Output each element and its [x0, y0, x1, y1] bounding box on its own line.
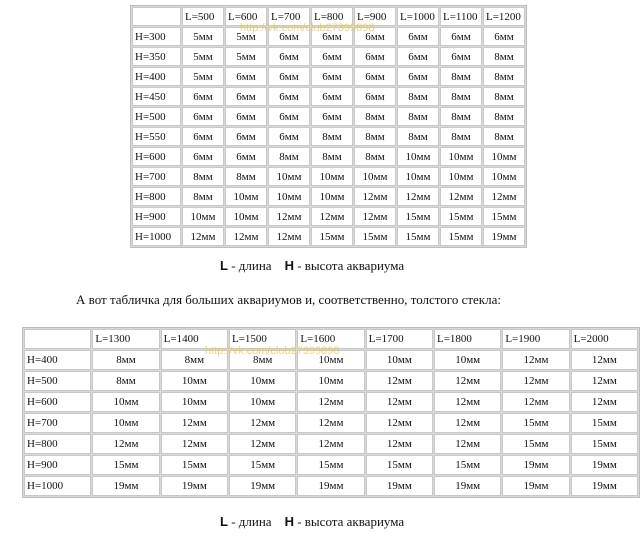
thickness-cell: 12мм	[354, 207, 396, 226]
row-header: H=400	[24, 350, 91, 370]
thickness-cell: 15мм	[297, 455, 364, 475]
thickness-cell: 6мм	[397, 47, 439, 66]
thickness-cell: 6мм	[182, 107, 224, 126]
thickness-cell: 12мм	[268, 207, 310, 226]
thickness-cell: 19мм	[571, 476, 638, 496]
thickness-cell: 8мм	[92, 371, 159, 391]
length-letter: L	[220, 514, 228, 529]
thickness-cell: 6мм	[397, 27, 439, 46]
thickness-cell: 6мм	[268, 127, 310, 146]
thickness-cell: 10мм	[92, 392, 159, 412]
thickness-cell: 10мм	[311, 167, 353, 186]
thickness-cell: 6мм	[268, 107, 310, 126]
column-header: L=600	[225, 7, 267, 26]
intro-paragraph: А вот табличка для больших аквариумов и, соответственно, толстого стекла:	[76, 292, 501, 307]
thickness-cell: 12мм	[440, 187, 482, 206]
thickness-cell: 10мм	[440, 147, 482, 166]
thickness-cell: 10мм	[225, 207, 267, 226]
thickness-cell: 10мм	[229, 371, 296, 391]
thickness-cell: 6мм	[311, 107, 353, 126]
thickness-cell: 8мм	[440, 107, 482, 126]
column-header: L=1200	[483, 7, 525, 26]
thickness-cell: 12мм	[297, 413, 364, 433]
watermark-text: http://vk.com/club27399898	[205, 345, 340, 357]
thickness-cell: 10мм	[268, 187, 310, 206]
thickness-cell: 8мм	[483, 87, 525, 106]
table-row	[132, 67, 525, 86]
thickness-cell: 12мм	[434, 434, 501, 454]
table-caption	[220, 514, 404, 530]
thickness-cell: 15мм	[92, 455, 159, 475]
thickness-cell: 8мм	[397, 127, 439, 146]
table-row	[24, 476, 638, 496]
thickness-cell: 5мм	[182, 27, 224, 46]
thickness-cell: 12мм	[502, 392, 569, 412]
thickness-cell: 6мм	[440, 27, 482, 46]
thickness-cell: 12мм	[297, 434, 364, 454]
thickness-cell: 5мм	[225, 47, 267, 66]
thickness-cell: 6мм	[268, 87, 310, 106]
row-header: H=300	[132, 27, 181, 46]
thickness-cell: 6мм	[311, 47, 353, 66]
thickness-cell: 6мм	[225, 107, 267, 126]
thickness-cell: 19мм	[502, 455, 569, 475]
thickness-cell: 19мм	[434, 476, 501, 496]
thickness-cell: 6мм	[182, 127, 224, 146]
thickness-cell: 10мм	[297, 371, 364, 391]
thickness-cell: 8мм	[268, 147, 310, 166]
thickness-cell: 15мм	[397, 227, 439, 246]
thickness-cell: 10мм	[397, 147, 439, 166]
thickness-cell: 10мм	[297, 350, 364, 370]
row-header: H=1000	[132, 227, 181, 246]
table-body	[132, 7, 525, 246]
thickness-cell: 12мм	[366, 413, 433, 433]
column-header: L=2000	[571, 329, 638, 349]
thickness-cell: 6мм	[440, 47, 482, 66]
thickness-cell: 5мм	[182, 67, 224, 86]
column-header: L=900	[354, 7, 396, 26]
thickness-cell: 12мм	[225, 227, 267, 246]
thickness-cell: 19мм	[571, 455, 638, 475]
thickness-cell: 6мм	[311, 27, 353, 46]
height-label: - высота аквариума	[293, 258, 405, 273]
thickness-cell: 19мм	[297, 476, 364, 496]
thickness-cell: 12мм	[502, 371, 569, 391]
thickness-cell: 12мм	[366, 434, 433, 454]
thickness-cell: 15мм	[571, 434, 638, 454]
thickness-cell: 10мм	[483, 147, 525, 166]
thickness-cell: 10мм	[182, 207, 224, 226]
thickness-cell: 8мм	[92, 350, 159, 370]
thickness-cell: 15мм	[434, 455, 501, 475]
thickness-cell: 12мм	[297, 392, 364, 412]
corner-cell	[132, 7, 181, 26]
table-row	[132, 147, 525, 166]
table-row	[24, 392, 638, 412]
thickness-cell: 8мм	[311, 127, 353, 146]
thickness-cell: 19мм	[161, 476, 228, 496]
table-row	[24, 455, 638, 475]
watermark-text: http://vk.com/club27399898	[240, 22, 375, 34]
thickness-cell: 15мм	[397, 207, 439, 226]
thickness-cell: 15мм	[502, 434, 569, 454]
thickness-cell: 12мм	[366, 371, 433, 391]
thickness-cell: 12мм	[397, 187, 439, 206]
column-header: L=800	[311, 7, 353, 26]
thickness-cell: 8мм	[440, 87, 482, 106]
thickness-cell: 15мм	[311, 227, 353, 246]
thickness-cell: 8мм	[354, 107, 396, 126]
row-header: H=700	[24, 413, 91, 433]
thickness-cell: 6мм	[225, 87, 267, 106]
column-header: L=1300	[92, 329, 159, 349]
row-header: H=800	[132, 187, 181, 206]
thickness-cell: 6мм	[483, 27, 525, 46]
thickness-cell: 8мм	[397, 87, 439, 106]
thickness-cell: 6мм	[354, 67, 396, 86]
row-header: H=600	[132, 147, 181, 166]
row-header: H=700	[132, 167, 181, 186]
thickness-cell: 6мм	[354, 47, 396, 66]
column-header: L=700	[268, 7, 310, 26]
thickness-cell: 15мм	[483, 207, 525, 226]
table-row	[132, 207, 525, 226]
thickness-cell: 12мм	[268, 227, 310, 246]
row-header: H=800	[24, 434, 91, 454]
thickness-cell: 8мм	[440, 67, 482, 86]
thickness-cell: 6мм	[354, 87, 396, 106]
row-header: H=1000	[24, 476, 91, 496]
table-row	[132, 167, 525, 186]
table-row	[24, 434, 638, 454]
thickness-cell: 19мм	[229, 476, 296, 496]
thickness-cell: 19мм	[483, 227, 525, 246]
thickness-cell: 10мм	[229, 392, 296, 412]
column-header: L=1900	[502, 329, 569, 349]
table-row	[132, 187, 525, 206]
height-label: - высота аквариума	[293, 514, 405, 529]
thickness-cell: 6мм	[397, 67, 439, 86]
thickness-cell: 12мм	[354, 187, 396, 206]
thickness-cell: 8мм	[483, 107, 525, 126]
thickness-cell: 10мм	[440, 167, 482, 186]
thickness-cell: 6мм	[311, 87, 353, 106]
thickness-cell: 5мм	[225, 27, 267, 46]
thickness-cell: 10мм	[268, 167, 310, 186]
thickness-cell: 6мм	[268, 27, 310, 46]
thickness-cell: 8мм	[483, 67, 525, 86]
thickness-cell: 8мм	[161, 350, 228, 370]
table-row	[132, 127, 525, 146]
table-row	[132, 107, 525, 126]
column-header: L=1700	[366, 329, 433, 349]
thickness-cell: 8мм	[354, 147, 396, 166]
thickness-cell: 10мм	[161, 371, 228, 391]
thickness-cell: 12мм	[434, 413, 501, 433]
thickness-cell: 10мм	[483, 167, 525, 186]
thickness-cell: 8мм	[182, 167, 224, 186]
row-header: H=600	[24, 392, 91, 412]
row-header: H=550	[132, 127, 181, 146]
height-letter: H	[284, 258, 294, 273]
thickness-cell: 12мм	[366, 392, 433, 412]
thickness-cell: 15мм	[440, 207, 482, 226]
table-row	[24, 371, 638, 391]
thickness-cell: 12мм	[161, 434, 228, 454]
thickness-cell: 12мм	[502, 350, 569, 370]
row-header: H=400	[132, 67, 181, 86]
length-letter: L	[220, 258, 228, 273]
row-header: H=500	[132, 107, 181, 126]
thickness-cell: 12мм	[571, 392, 638, 412]
thickness-cell: 12мм	[434, 371, 501, 391]
thickness-cell: 10мм	[434, 350, 501, 370]
thickness-cell: 6мм	[225, 147, 267, 166]
thickness-cell: 12мм	[92, 434, 159, 454]
thickness-cell: 6мм	[268, 67, 310, 86]
column-header: L=1000	[397, 7, 439, 26]
length-label: - длина	[227, 514, 272, 529]
thickness-cell: 6мм	[182, 147, 224, 166]
thickness-cell: 8мм	[483, 47, 525, 66]
thickness-cell: 12мм	[571, 350, 638, 370]
thickness-cell: 15мм	[366, 455, 433, 475]
thickness-cell: 12мм	[229, 413, 296, 433]
thickness-cell: 15мм	[502, 413, 569, 433]
thickness-cell: 10мм	[92, 413, 159, 433]
thickness-cell: 12мм	[434, 392, 501, 412]
table-caption	[220, 258, 404, 274]
thickness-cell: 10мм	[225, 187, 267, 206]
row-header: H=350	[132, 47, 181, 66]
thickness-cell: 8мм	[229, 350, 296, 370]
row-header: H=500	[24, 371, 91, 391]
corner-cell	[24, 329, 91, 349]
thickness-table-small	[130, 5, 527, 248]
thickness-cell: 10мм	[366, 350, 433, 370]
thickness-cell: 6мм	[225, 127, 267, 146]
thickness-cell: 8мм	[311, 147, 353, 166]
thickness-cell: 10мм	[397, 167, 439, 186]
table-row	[24, 413, 638, 433]
thickness-cell: 6мм	[182, 87, 224, 106]
row-header: H=900	[132, 207, 181, 226]
thickness-cell: 8мм	[440, 127, 482, 146]
thickness-cell: 19мм	[366, 476, 433, 496]
table-row	[132, 227, 525, 246]
column-header: L=1400	[161, 329, 228, 349]
thickness-cell: 8мм	[354, 127, 396, 146]
thickness-cell: 12мм	[182, 227, 224, 246]
thickness-cell: 5мм	[182, 47, 224, 66]
thickness-cell: 8мм	[182, 187, 224, 206]
column-header: L=1600	[297, 329, 364, 349]
thickness-cell: 8мм	[483, 127, 525, 146]
thickness-cell: 8мм	[397, 107, 439, 126]
thickness-cell: 12мм	[571, 371, 638, 391]
thickness-cell: 10мм	[311, 187, 353, 206]
thickness-cell: 15мм	[354, 227, 396, 246]
row-header: H=900	[24, 455, 91, 475]
thickness-cell: 8мм	[225, 167, 267, 186]
column-header: L=1100	[440, 7, 482, 26]
thickness-cell: 10мм	[161, 392, 228, 412]
thickness-cell: 6мм	[354, 27, 396, 46]
length-label: - длина	[227, 258, 272, 273]
column-header: L=1800	[434, 329, 501, 349]
thickness-cell: 10мм	[354, 167, 396, 186]
thickness-cell: 6мм	[311, 67, 353, 86]
height-letter: H	[284, 514, 294, 529]
table-row	[132, 47, 525, 66]
thickness-cell: 15мм	[229, 455, 296, 475]
thickness-cell: 12мм	[229, 434, 296, 454]
thickness-cell: 15мм	[571, 413, 638, 433]
thickness-cell: 12мм	[311, 207, 353, 226]
column-header: L=500	[182, 7, 224, 26]
thickness-cell: 12мм	[161, 413, 228, 433]
column-header: L=1500	[229, 329, 296, 349]
thickness-cell: 15мм	[161, 455, 228, 475]
thickness-cell: 6мм	[268, 47, 310, 66]
thickness-cell: 6мм	[225, 67, 267, 86]
thickness-cell: 19мм	[502, 476, 569, 496]
thickness-cell: 19мм	[92, 476, 159, 496]
thickness-cell: 15мм	[440, 227, 482, 246]
row-header: H=450	[132, 87, 181, 106]
thickness-cell: 12мм	[483, 187, 525, 206]
table-row	[132, 87, 525, 106]
